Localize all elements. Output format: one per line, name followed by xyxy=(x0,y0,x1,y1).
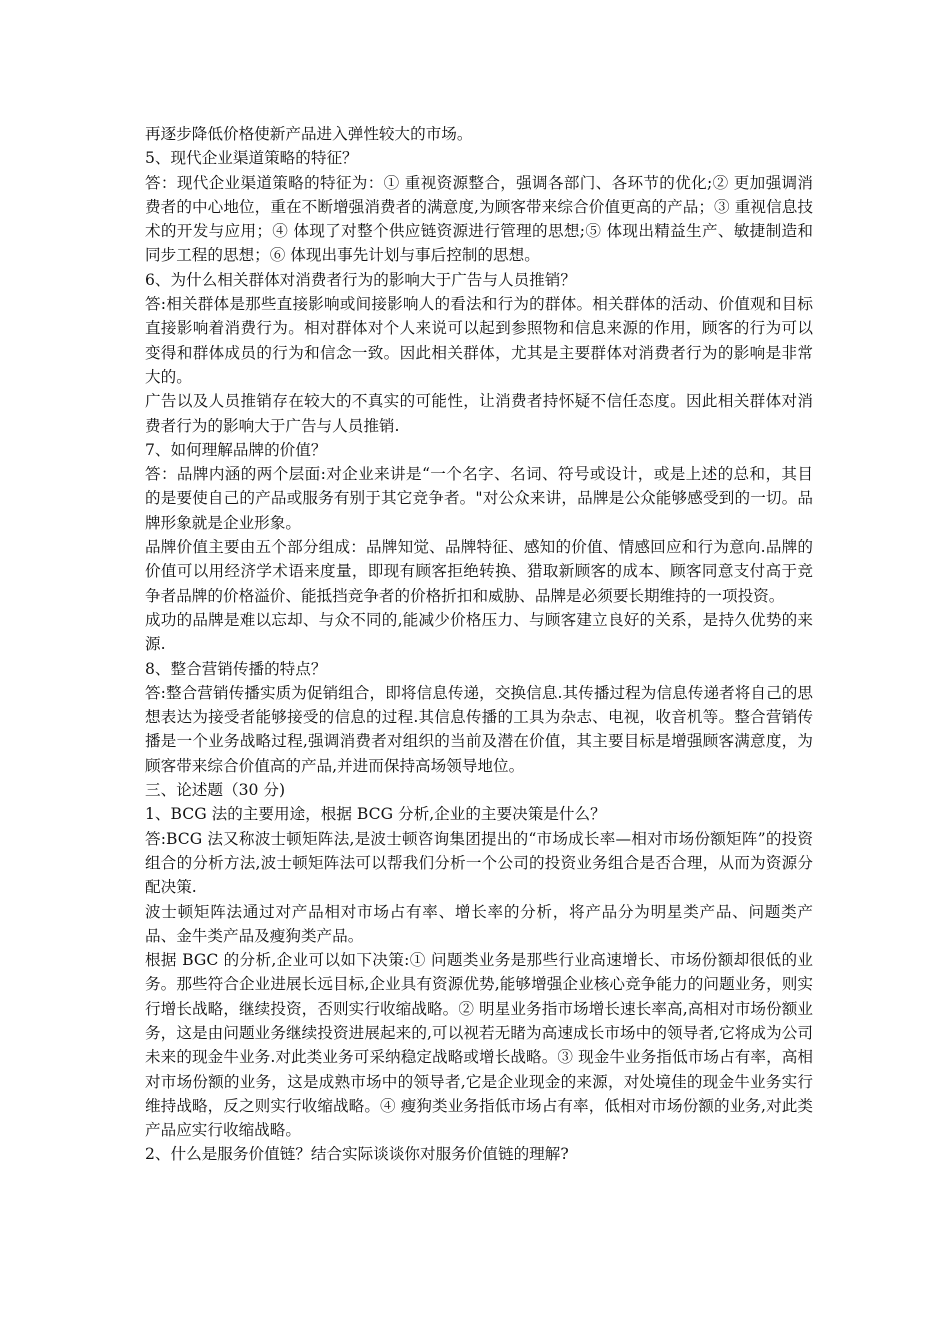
question-heading: 1、BCG 法的主要用途，根据 BCG 分析,企业的主要决策是什么？ xyxy=(145,805,606,824)
document-body xyxy=(145,122,813,1167)
paragraph: 成功的品牌是难以忘却、与众不同的,能减少价格压力、与顾客建立良好的关系，是持久优势的来源. xyxy=(145,610,813,654)
paragraph: 品牌价值主要由五个部分组成：品牌知觉、品牌特征、感知的价值、情感回应和行为意向.品牌的价值可以用经济学术语来度量，即现有顾客拒绝转换、猎取新顾客的成本、顾客同意支付高于竞争者品牌的价格溢价、能抵挡竞争者的价格折扣和威胁、品牌是必须要长期维持的一项投资。 xyxy=(145,538,813,605)
question-heading: 8、整合营销传播的特点？ xyxy=(145,659,327,678)
answer-paragraph: 答:整合营销传播实质为促销组合，即将信息传递，交换信息.其传播过程为信息传递者将自己的思想表达为接受者能够接受的信息的过程.其信息传播的工具为杂志、电视，收音机等。整合营销传播是一个业务战略过程,强调消费者对组织的当前及潜在价值，其主要目标是增强顾客满意度，为顾客带来综合价值高的产品,并进而保持高场领导地位。 xyxy=(145,683,813,775)
question-heading: 6、为什么相关群体对消费者行为的影响大于广告与人员推销？ xyxy=(145,270,576,289)
answer-paragraph: 答:BCG 法又称波士顿矩阵法,是波士顿咨询集团提出的“市场成长率—相对市场份额矩阵”的投资组合的分析方法,波士顿矩阵法可以帮我们分析一个公司的投资业务组合是否合理，从而为资源分配决策. xyxy=(145,829,813,897)
paragraph: 再逐步降低价格使新产品进入弹性较大的市场。 xyxy=(145,125,473,143)
paragraph: 波士顿矩阵法通过对产品相对市场占有率、增长率的分析，将产品分为明星类产品、问题类产品、金牛类产品及瘦狗类产品。 xyxy=(145,902,813,945)
question-heading: 2、什么是服务价值链？结合实际谈谈你对服务价值链的理解? xyxy=(145,1145,569,1164)
section-heading: 三、论述题（30 分) xyxy=(145,781,286,800)
answer-paragraph: 答：现代企业渠道策略的特征为：① 重视资源整合，强调各部门、各环节的优化;② 更加强调消费者的中心地位，重在不断增强消费者的满意度,为顾客带来综合价值更高的产品；③ 重视信息技术的开发与应用；④ 体现了对整个供应链资源进行管理的思想;⑤ 体现出精益生产、敏捷制造和同步工程的思想；⑥ 体现出事先计划与事后控制的思想。 xyxy=(145,173,813,265)
paragraph: 广告以及人员推销存在较大的不真实的可能性，让消费者持怀疑不信任态度。因此相关群体对消费者行为的影响大于广告与人员推销. xyxy=(145,392,813,435)
answer-paragraph: 答:相关群体是那些直接影响或间接影响人的看法和行为的群体。相关群体的活动、价值观和目标直接影响着消费行为。相对群体对个人来说可以起到参照物和信息来源的作用，顾客的行为可以变得和群体成员的行为和信念一致。因此相关群体，尤其是主要群体对消费者行为的影响是非常大的。 xyxy=(145,295,813,386)
question-heading: 7、如何理解品牌的价值？ xyxy=(145,440,327,459)
answer-paragraph: 答：品牌内涵的两个层面:对企业来讲是“一个名字、名词、符号或设计，或是上述的总和，其目的是要使自己的产品或服务有别于其它竞争者。"对公众来讲，品牌是公众能够感受到的一切。品牌形象就是企业形象。 xyxy=(145,465,813,532)
question-heading: 5、现代企业渠道策略的特征？ xyxy=(145,149,358,168)
paragraph: 根据 BGC 的分析,企业可以如下决策:① 问题类业务是那些行业高速增长、市场份额却很低的业务。那些符合企业进展长远目标,企业具有资源优势,能够增强企业核心竞争能力的问题业务，则实行增长战略，继续投资，否则实行收缩战略。② 明星业务指市场增长速长率高,高相对市场份额业务，这是由问题业务继续投资进展起来的,可以视若无睹为高速成长市场中的领导者,它将成为公司未来的现金牛业务.对此类业务可采纳稳定战略或增长战略。③ 现金牛业务指低市场占有率，高相对市场份额的业务，这是成熟市场中的领导者,它是企业现金的来源，对处境佳的现金牛业务实行维持战略，反之则实行收缩战略。④ 瘦狗类业务指低市场占有率，低相对市场份额的业务,对此类产品应实行收缩战略。 xyxy=(145,951,813,1140)
